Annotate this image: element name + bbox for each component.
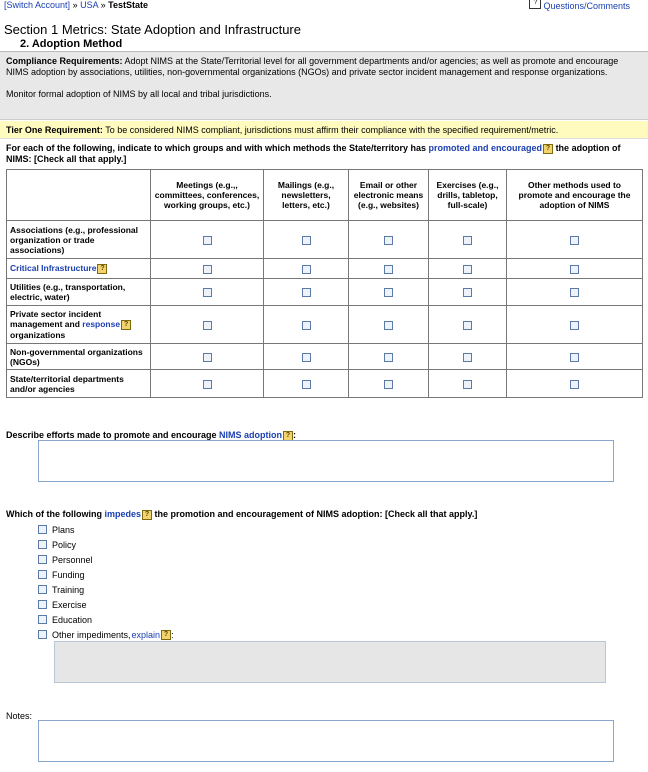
row-label-associations: Associations (e.g., professional organization or trade associations)	[7, 221, 151, 259]
question-mark-icon: ?	[529, 0, 541, 9]
list-item	[38, 522, 174, 537]
checkbox[interactable]	[463, 321, 472, 330]
checkbox[interactable]	[302, 265, 311, 274]
other-impediments-checkbox[interactable]	[38, 630, 47, 639]
impediment-label: Personnel	[52, 554, 93, 565]
checkbox[interactable]	[570, 236, 579, 245]
checkbox[interactable]	[570, 288, 579, 297]
question-promote-methods	[6, 143, 642, 165]
impedes-question-label	[6, 509, 477, 520]
section-title: Section 1 Metrics: State Adoption and Infrastructure	[4, 22, 301, 37]
response-link[interactable]: response	[82, 319, 121, 330]
row-label-text: organizations	[10, 329, 66, 340]
checkbox[interactable]	[570, 265, 579, 274]
impedes-text: Which of the following	[6, 509, 105, 519]
checkbox[interactable]	[302, 353, 311, 362]
help-icon[interactable]: ?	[121, 320, 131, 330]
checkbox[interactable]	[384, 380, 393, 389]
checkbox[interactable]	[302, 380, 311, 389]
checkbox[interactable]	[302, 288, 311, 297]
adoption-method-table	[6, 169, 643, 398]
compliance-requirements-box	[0, 51, 648, 120]
help-icon[interactable]: ?	[142, 510, 152, 520]
list-item	[38, 582, 174, 597]
describe-text: Describe efforts made to promote and encourage	[6, 430, 220, 440]
plans-checkbox[interactable]	[38, 525, 47, 534]
impediments-list	[38, 522, 174, 642]
checkbox[interactable]	[384, 288, 393, 297]
list-item	[38, 552, 174, 567]
tier-one-requirement-box	[0, 121, 648, 139]
impediment-label: Exercise	[52, 599, 87, 610]
breadcrumb-separator: »	[100, 0, 106, 10]
question-text: For each of the following, indicate to which groups and with which methods the State/territory has	[6, 143, 429, 153]
compliance-text: Adopt NIMS at the State/Territorial level for all government departments and/or agencies; as well as promote and encourage NIMS adoption by associations, utilities, non-governmental organizations (NGOs) and private sector incident management and response organizations.	[6, 56, 619, 77]
list-item	[38, 567, 174, 582]
funding-checkbox[interactable]	[38, 570, 47, 579]
checkbox[interactable]	[570, 321, 579, 330]
training-checkbox[interactable]	[38, 585, 47, 594]
exercise-checkbox[interactable]	[38, 600, 47, 609]
checkbox[interactable]	[463, 265, 472, 274]
breadcrumb	[4, 0, 148, 10]
switch-account-link[interactable]: [Switch Account]	[4, 0, 71, 10]
help-icon[interactable]: ?	[161, 630, 171, 640]
checkbox[interactable]	[570, 353, 579, 362]
impediment-label: Plans	[52, 524, 75, 535]
policy-checkbox[interactable]	[38, 540, 47, 549]
row-label-utilities: Utilities (e.g., transportation, electric, water)	[7, 279, 151, 306]
row-label-critical-infrastructure	[7, 259, 151, 279]
impediment-label: Funding	[52, 569, 85, 580]
checkbox[interactable]	[384, 321, 393, 330]
questions-comments-area[interactable]	[529, 0, 630, 11]
notes-label: Notes:	[6, 711, 33, 721]
impedes-text: the promotion and encouragement of NIMS adoption: [Check all that apply.]	[152, 509, 478, 519]
table-header-row	[7, 170, 643, 221]
compliance-paragraph	[6, 56, 642, 78]
row-label-state-departments: State/territorial departments and/or agencies	[7, 370, 151, 398]
describe-efforts-textarea[interactable]	[38, 440, 614, 482]
impediment-label: Education	[52, 614, 93, 625]
compliance-label: Compliance Requirements:	[6, 56, 123, 66]
education-checkbox[interactable]	[38, 615, 47, 624]
checkbox[interactable]	[203, 380, 212, 389]
header-meetings: Meetings (e.g.,, committees, conferences, working groups, etc.)	[151, 170, 264, 221]
critical-infrastructure-link[interactable]: Critical Infrastructure	[10, 263, 97, 274]
checkbox[interactable]	[384, 236, 393, 245]
header-blank	[7, 170, 151, 221]
tier-label: Tier One Requirement:	[6, 125, 103, 135]
list-item	[38, 627, 174, 642]
question-text: the adoption of NIMS: [Check all that apply.]	[6, 143, 621, 164]
checkbox[interactable]	[384, 353, 393, 362]
header-other-methods: Other methods used to promote and encourage the adoption of NIMS	[507, 170, 643, 221]
checkbox[interactable]	[463, 288, 472, 297]
tier-text: To be considered NIMS compliant, jurisdictions must affirm their compliance with the specified requirement/metric.	[102, 125, 559, 135]
top-bar	[4, 0, 644, 12]
help-icon[interactable]: ?	[543, 144, 553, 154]
list-item	[38, 597, 174, 612]
nims-adoption-link[interactable]: NIMS adoption	[219, 430, 283, 440]
promoted-encouraged-link[interactable]: promoted and encouraged	[428, 143, 543, 153]
checkbox[interactable]	[570, 380, 579, 389]
checkbox[interactable]	[302, 321, 311, 330]
impedes-link[interactable]: impedes	[104, 509, 141, 519]
impediment-label: Other impediments,	[52, 629, 131, 640]
table-row	[7, 259, 643, 279]
list-item	[38, 537, 174, 552]
other-impediments-textarea[interactable]	[54, 641, 606, 683]
table-row	[7, 306, 643, 344]
table-row	[7, 370, 643, 398]
list-item	[38, 612, 174, 627]
table-row	[7, 279, 643, 306]
checkbox[interactable]	[203, 236, 212, 245]
header-email: Email or other electronic means (e.g., websites)	[349, 170, 429, 221]
impediment-label: Training	[52, 584, 85, 595]
header-exercises: Exercises (e.g., drills, tabletop, full-scale)	[429, 170, 507, 221]
checkbox[interactable]	[203, 353, 212, 362]
table-row	[7, 344, 643, 370]
header-mailings: Mailings (e.g., newsletters, letters, etc.)	[264, 170, 349, 221]
explain-link[interactable]: explain	[131, 629, 161, 640]
checkbox[interactable]	[463, 236, 472, 245]
row-label-text: Private sector incident management and	[10, 309, 102, 330]
notes-textarea[interactable]	[38, 720, 614, 762]
checkbox[interactable]	[384, 265, 393, 274]
personnel-checkbox[interactable]	[38, 555, 47, 564]
row-label-ngos: Non-governmental organizations (NGOs)	[7, 344, 151, 370]
breadcrumb-separator: »	[72, 0, 78, 10]
impediment-label: Policy	[52, 539, 77, 550]
checkbox[interactable]	[203, 265, 212, 274]
row-label-private-sector	[7, 306, 151, 344]
impediment-label: :	[171, 629, 174, 640]
checkbox[interactable]	[302, 236, 311, 245]
help-icon[interactable]: ?	[283, 431, 293, 441]
describe-text: :	[293, 430, 297, 440]
checkbox[interactable]	[463, 380, 472, 389]
monitor-paragraph: Monitor formal adoption of NIMS by all local and tribal jurisdictions.	[6, 89, 272, 99]
questions-comments-link[interactable]: Questions/Comments	[543, 1, 630, 11]
table-row	[7, 221, 643, 259]
breadcrumb-current-state: TestState	[108, 0, 149, 10]
checkbox[interactable]	[203, 288, 212, 297]
subsection-title: 2. Adoption Method	[20, 38, 123, 50]
checkbox[interactable]	[463, 353, 472, 362]
breadcrumb-usa-link[interactable]: USA	[80, 0, 99, 10]
checkbox[interactable]	[203, 321, 212, 330]
help-icon[interactable]: ?	[97, 264, 107, 274]
